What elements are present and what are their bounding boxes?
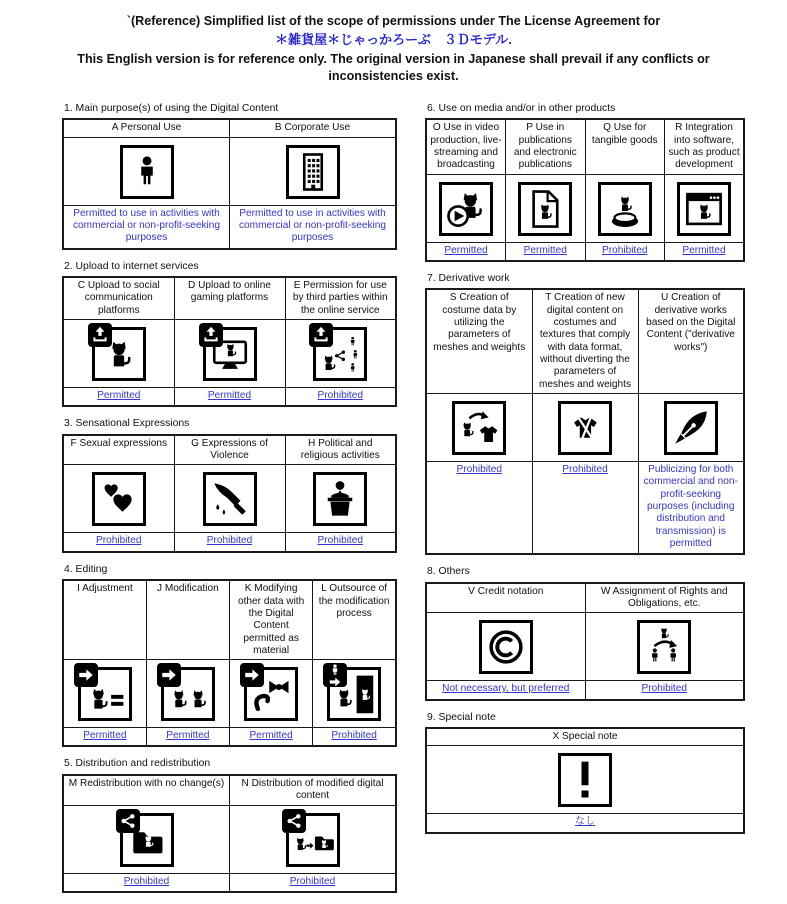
edit-two-cats-icon [161,667,215,721]
cell-header: A Personal Use [63,119,230,137]
share-modified-icon [286,813,340,867]
status-cell [426,681,585,700]
person-icon [120,145,174,199]
left-column [62,103,397,904]
status-cell [174,533,285,552]
status-text[interactable]: Prohibited [123,875,170,887]
status-text: Publicizing for both commercial and non-profit-seeking purposes (including distribution and transmission) is permitted [643,463,738,549]
cell-header: K Modifying other data with the Digital Content permitted as material [230,580,313,659]
copyright-icon [479,620,533,674]
cell-header: R Integration into software, such as product development [665,119,745,174]
icon-cell [230,137,397,205]
icon-cell [230,805,397,873]
section-8 [425,566,745,700]
right-column [425,103,745,845]
status-text[interactable]: Permitted [83,730,127,742]
status-cell [230,205,397,248]
status-text[interactable]: Permitted [97,390,141,402]
section-heading: 7. Derivative work [427,272,510,284]
status-text[interactable]: Prohibited [456,463,502,475]
icon-cell [313,660,396,728]
status-cell [230,873,397,892]
icon-cell [532,393,638,461]
icon-cell [585,613,744,681]
hearts-icon [92,472,146,526]
status-text[interactable]: Prohibited [289,875,336,887]
icon-cell [426,746,744,814]
knife-icon [203,472,257,526]
icon-cell [585,174,665,242]
cell-header: P Use in publications and electronic publications [506,119,586,174]
status-cell [63,533,174,552]
cell-header: S Creation of costume data by utilizing the parameters of meshes and weights [426,289,532,393]
status-cell [638,461,744,554]
cell-header: F Sexual expressions [63,435,174,465]
outsource-icon [327,667,381,721]
edit-cat-equals-icon [78,667,132,721]
cell-header: B Corporate Use [230,119,397,137]
icon-cell [146,660,229,728]
status-cell [285,388,396,407]
status-text: Permitted to use in activities with commercial or non-profit-seeking purposes [73,207,220,244]
permissions-table-3 [62,434,397,553]
title-line-1: `(Reference) Simplified list of the scope of permissions under The License Agreement for [126,14,661,28]
edit-bow-icon [244,667,298,721]
status-text[interactable]: Prohibited [641,683,687,695]
permissions-table-4 [62,579,397,747]
status-text[interactable]: Permitted [249,730,293,742]
status-text[interactable]: Not necessary, but preferred [442,683,570,695]
cell-header: O Use in video production, live-streaming and broadcasting [426,119,506,174]
cell-header: V Credit notation [426,583,585,613]
status-cell [285,533,396,552]
status-text[interactable]: Prohibited [206,535,253,547]
status-cell [63,388,174,407]
permissions-table-1 [62,118,397,249]
status-cell [63,873,230,892]
section-9 [425,712,745,834]
status-cell [426,242,506,261]
video-cat-icon [439,182,493,236]
content-columns [0,85,787,904]
upload-cat-icon [92,327,146,381]
status-cell [426,461,532,554]
upload-game-icon [203,327,257,381]
section-4 [62,564,397,748]
status-text[interactable]: Prohibited [602,244,648,256]
icon-cell [63,465,174,533]
cell-header: N Distribution of modified digital content [230,775,397,805]
section-3 [62,418,397,552]
icon-cell [426,393,532,461]
section-1 [62,103,397,250]
icon-cell [63,137,230,205]
icon-cell [174,320,285,388]
cell-header: E Permission for use by third parties within the online service [285,277,396,319]
status-cell [426,814,744,833]
podium-icon [313,472,367,526]
status-text[interactable]: Permitted [166,730,210,742]
cell-header: H Political and religious activities [285,435,396,465]
section-7 [425,273,745,555]
cell-header: D Upload to online gaming platforms [174,277,285,319]
cell-header: T Creation of new digital content on costumes and textures that comply with data format, without diverting the parameters of meshes and weights [532,289,638,393]
status-cell [585,242,665,261]
cell-header: Q Use for tangible goods [585,119,665,174]
upload-badge-icon [309,323,333,347]
status-text[interactable]: Permitted [682,244,726,256]
section-heading: 9. Special note [427,711,496,723]
cell-header: M Redistribution with no change(s) [63,775,230,805]
icon-cell [638,393,744,461]
status-cell [313,728,396,747]
edit-badge-icon [74,663,98,687]
upload-third-parties-icon [313,327,367,381]
section-heading: 8. Others [427,566,470,578]
status-text[interactable]: Prohibited [317,390,363,402]
cell-header: W Assignment of Rights and Obligations, etc. [585,583,744,613]
title-line-3-disclaimer: This English version is for reference only. The original version in Japanese shall prevail if any conflicts or inconsistencies exist. [77,51,710,83]
status-cell [230,728,313,747]
status-cell [63,728,146,747]
section-heading: 3. Sensational Expressions [64,418,190,430]
section-heading: 1. Main purpose(s) of using the Digital Content [64,102,279,114]
status-text[interactable]: Prohibited [96,535,142,547]
icon-cell [426,174,506,242]
status-text[interactable]: Permitted [523,244,567,256]
cell-header: L Outsource of the modification process [313,580,396,659]
edit-badge-icon [240,663,264,687]
building-icon [286,145,340,199]
upload-badge-icon [88,323,112,347]
exclamation-icon [558,753,612,807]
permissions-table-2 [62,276,397,407]
status-cell [174,388,285,407]
status-text[interactable]: Permitted [207,390,252,402]
section-heading: 6. Use on media and/or in other products [427,102,616,114]
icon-cell [665,174,745,242]
costume-icon [558,401,612,455]
section-heading: 5. Distribution and redistribution [64,758,211,770]
publication-cat-icon [518,182,572,236]
icon-cell [63,805,230,873]
edit-badge-icon [157,663,181,687]
costume-from-cat-icon [452,401,506,455]
icon-cell [63,320,174,388]
icon-cell [426,613,585,681]
icon-cell [285,320,396,388]
share-folder-icon [120,813,174,867]
title-line-2-japanese: ＊雑貨屋＊じゃっかろーぶ ３Ｄモデル. [275,32,512,48]
document-title [0,0,787,85]
section-heading: 2. Upload to internet services [64,260,199,272]
cell-header: G Expressions of Violence [174,435,285,465]
share-badge-icon [116,809,140,833]
status-cell [585,681,744,700]
permissions-table-7 [425,288,745,555]
permissions-table-6 [425,118,745,262]
upload-badge-icon [199,323,223,347]
icon-cell [63,660,146,728]
status-text: Permitted to use in activities with commercial or non-profit-seeking purposes [239,207,386,244]
cell-header: C Upload to social communication platforms [63,277,174,319]
outsource-badge-icon [323,663,347,687]
status-cell [665,242,745,261]
cell-header: U Creation of derivative works based on the Digital Content ("derivative works") [638,289,744,393]
permissions-table-9 [425,727,745,834]
status-text[interactable]: Prohibited [562,463,608,475]
section-6 [425,103,745,262]
share-badge-icon [282,809,306,833]
status-text[interactable]: Permitted [444,244,488,256]
status-cell [63,205,230,248]
status-cell [506,242,586,261]
permissions-table-5 [62,774,397,893]
pen-icon [664,401,718,455]
status-cell [146,728,229,747]
icon-cell [506,174,586,242]
software-cat-icon [677,182,731,236]
section-5 [62,758,397,892]
icon-cell [285,465,396,533]
status-text[interactable]: Prohibited [317,535,363,547]
cell-header: I Adjustment [63,580,146,659]
icon-cell [230,660,313,728]
figurine-icon [598,182,652,236]
permissions-table-8 [425,582,745,701]
status-cell [532,461,638,554]
status-text[interactable]: なし [574,816,596,828]
status-text[interactable]: Prohibited [331,730,377,742]
rights-transfer-icon [637,620,691,674]
section-2 [62,261,397,408]
cell-header: J Modification [146,580,229,659]
icon-cell [174,465,285,533]
cell-header: X Special note [426,728,744,746]
section-heading: 4. Editing [64,563,108,575]
